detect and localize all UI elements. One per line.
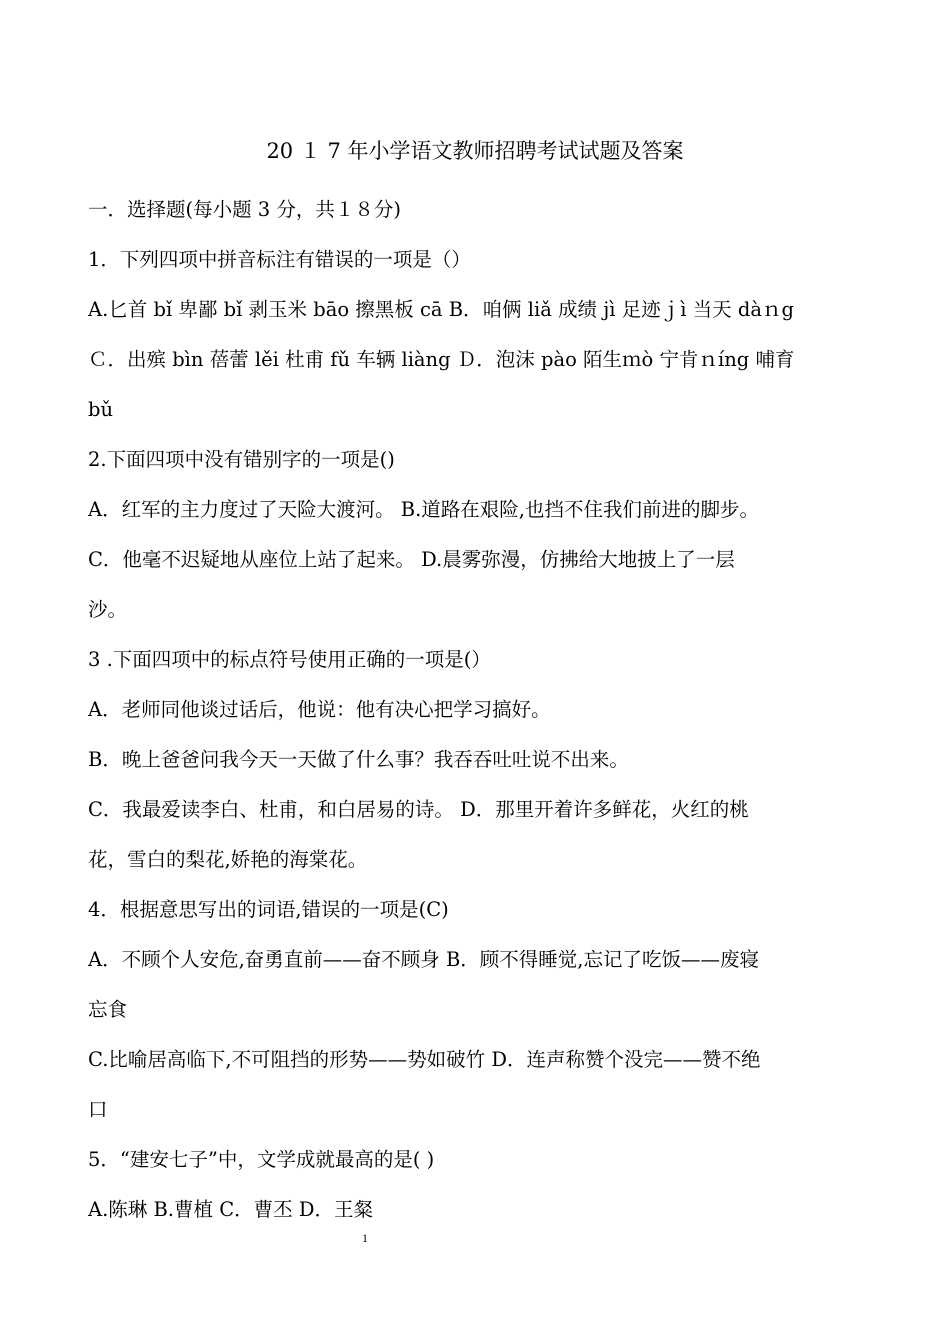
answer-options: A.匕首 bǐ 卑鄙 bǐ 剥玉米 bāo 擦黑板 cā B．咱俩 liǎ 成绩 jì 足迹ｊì 当天 dàｎg xyxy=(88,298,794,321)
answer-options: C.比喻居高临下,不可阻挡的形势——势如破竹 D．连声称赞个没完——赞不绝 xyxy=(88,1048,761,1071)
answer-options: C．我最爱读李白、杜甫，和白居易的诗。 D．那里开着许多鲜花，火红的桃 xyxy=(88,798,749,821)
section-heading: 一．选择题(每小题 3 分，共１８分) xyxy=(88,198,402,221)
answer-options: A.陈琳 B.曹植 C．曹丕 D．王粲 xyxy=(88,1198,373,1221)
answer-options-continued: 沙。 xyxy=(88,598,128,621)
page-title: 20 １ 7 年小学语文教师招聘考试试题及答案 xyxy=(266,139,684,163)
answer-options: A．红军的主力度过了天险大渡河。 B.道路在艰险,也挡不住我们前进的脚步。 xyxy=(88,498,760,521)
answer-options: C．他毫不迟疑地从座位上站了起来。 D.晨雾弥漫，仿拂给大地披上了一层 xyxy=(88,548,735,571)
answer-options-continued: bǔ xyxy=(88,398,114,421)
document-body xyxy=(88,185,868,1235)
answer-options-continued: 忘食 xyxy=(88,998,128,1021)
question-text: 3 .下面四项中的标点符号使用正确的一项是(） xyxy=(88,648,491,671)
answer-options: B．晚上爸爸问我今天一天做了什么事？我吞吞吐吐说不出来。 xyxy=(88,748,629,771)
answer-options: A．不顾个人安危,奋勇直前——奋不顾身 B．顾不得睡觉,忘记了吃饭——废寝 xyxy=(88,948,760,971)
answer-options-continued: 花，雪白的梨花,娇艳的海棠花。 xyxy=(88,848,368,871)
page-number: 1 xyxy=(362,1231,368,1245)
answer-options: Ｃ．出殡 bìn 蓓蕾 lěi 杜甫 fǔ 车辆 liàng Ｄ．泡沫 pào 陌生ｍò 宁肯ｎíng 哺育 xyxy=(88,348,795,371)
question-text: 4．根据意思写出的词语,错误的一项是(C) xyxy=(88,898,449,921)
question-text: 2.下面四项中没有错别字的一项是() xyxy=(88,448,395,471)
question-text: 1．下列四项中拼音标注有错误的一项是（） xyxy=(88,248,471,271)
question-text: 5．“建安七子”中，文学成就最高的是( ) xyxy=(88,1148,435,1171)
answer-options: A．老师同他谈过话后，他说：他有决心把学习搞好。 xyxy=(88,698,551,721)
answer-options-continued: 口 xyxy=(88,1098,108,1121)
